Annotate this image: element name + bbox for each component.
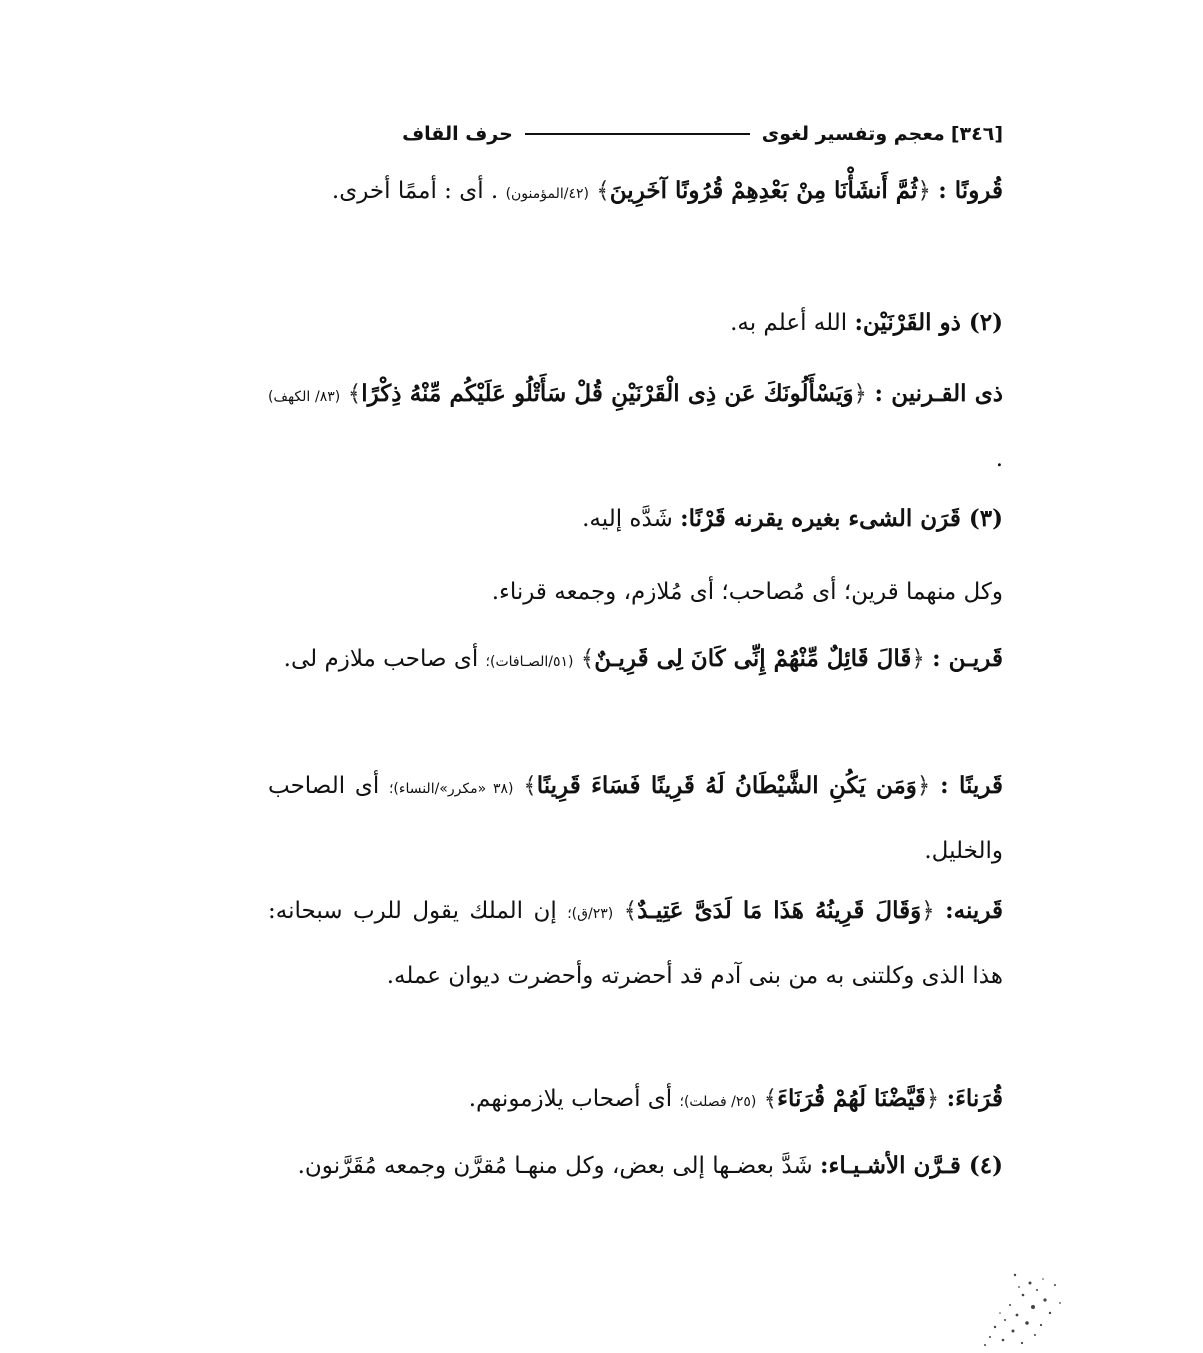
entry-text: . — [995, 446, 1003, 472]
quran-open-bracket: ﴿ — [921, 898, 935, 924]
quran-verse: قَيَّضْنَا لَهُمْ قُرَنَاءَ — [777, 1085, 926, 1112]
entry-text: . أى : أممًا أخرى. — [331, 178, 499, 204]
entry-text: أى أصحاب يلازمونهم. — [468, 1086, 673, 1112]
entry-text: إن الملك يقول للرب سبحانه: هذا الذى وكلتنى به من بنى آدم قد أحضرته وأحضرت ديوان عمله. — [268, 898, 1003, 989]
entry-qurunan — [268, 160, 1003, 225]
entry-head: ذى القـرنين : — [874, 380, 1004, 407]
quran-close-bracket: ﴾ — [763, 1086, 778, 1112]
entry-quranaa — [268, 1068, 1033, 1133]
entry-dhul-qarnayn — [268, 292, 1033, 354]
page-header — [268, 116, 1003, 152]
entry-qarinuhu — [268, 880, 1003, 1007]
entry-head: قَرينًا : — [940, 772, 1004, 799]
entry-head: (٤) قـرَّن الأشـيـاء: — [820, 1152, 1003, 1179]
verse-reference: (٢٣/ق)؛ — [567, 906, 614, 922]
quran-open-bracket: ﴿ — [925, 1086, 940, 1112]
entry-qarin-note — [268, 561, 1033, 623]
quran-open-bracket: ﴿ — [911, 646, 925, 672]
quran-verse: وَمَن يَكُنِ الشَّيْطَانُ لَهُ قَرِينًا فَسَاءَ قَرِينًا — [536, 772, 917, 799]
verse-reference: (٤٢/المؤمنون) — [505, 186, 589, 202]
entry-qarin — [268, 628, 1003, 693]
entry-head: (٢) ذو القَرْنَيْن: — [854, 309, 1003, 336]
entry-text: أى صاحب ملازم لى. — [283, 646, 479, 672]
quran-close-bracket: ﴾ — [596, 178, 610, 204]
verse-reference: (٣٨ «مكرر»/النساء)؛ — [388, 781, 514, 797]
entry-text: أى الصاحب والخليل. — [268, 773, 1003, 864]
entry-head: قُرَناءَ: — [946, 1085, 1003, 1112]
entry-qarinan — [268, 755, 1003, 882]
quran-open-bracket: ﴿ — [916, 773, 931, 799]
quran-verse: قَالَ قَائِلٌ مِّنْهُمْ إِنِّى كَانَ لِى قَرِيـنٌ — [594, 645, 912, 672]
entry-qarrana — [268, 1135, 1033, 1197]
entry-head: (٣) قَرَن الشىء بغيره يقرنه قَرْنًا: — [680, 505, 1003, 532]
entry-head: قَريـن : — [932, 645, 1003, 672]
verse-reference: (٥١/الصـافات)؛ — [485, 654, 574, 670]
quran-close-bracket: ﴾ — [580, 646, 595, 672]
quran-close-bracket: ﴾ — [623, 898, 638, 924]
page-number: [٣٤٦] — [950, 123, 1003, 145]
quran-close-bracket: ﴾ — [523, 773, 537, 799]
entry-qarana — [268, 488, 1033, 550]
entry-text: شَدَّ بعضـها إلى بعض، وكل منهـا مُقرَّن وجمعه مُقَرَّنون. — [297, 1153, 813, 1179]
verse-reference: (٢٥/ فصلت)؛ — [679, 1094, 757, 1110]
chapter-title: حرف القاف — [402, 123, 513, 145]
entry-text: الله أعلم به. — [730, 310, 848, 336]
quran-verse: وَقَالَ قَرِينُهُ هَذَا مَا لَدَىَّ عَتِيـدٌ — [637, 897, 922, 924]
verse-reference: (٨٣/ الكهف) — [268, 389, 341, 405]
quran-open-bracket: ﴿ — [917, 178, 931, 204]
scan-noise-speckles — [975, 1255, 1095, 1350]
header-rule — [525, 133, 750, 135]
entry-head: قَرينه: — [945, 897, 1004, 924]
quran-verse: ثُمَّ أَنشَأْنَا مِنْ بَعْدِهِمْ قُرُونًا آخَرِينَ — [609, 177, 918, 204]
entry-text: وكل منهما قرين؛ أى مُصاحب؛ أى مُلازم، وجمعه قرناء. — [491, 579, 1003, 605]
book-title: معجم وتفسير لغوى — [761, 123, 945, 145]
entry-dhi-al-qarnayn — [268, 363, 1003, 490]
quran-close-bracket: ﴾ — [347, 381, 362, 407]
quran-open-bracket: ﴿ — [853, 381, 867, 407]
quran-verse: وَيَسْأَلُونَكَ عَن ذِى الْقَرْنَيْنِ قُلْ سَأَتْلُو عَلَيْكُم مِّنْهُ ذِكْرًا — [361, 380, 854, 407]
entry-text: شَدَّه إليه. — [582, 506, 673, 532]
entry-head: قُرونًا : — [938, 177, 1003, 204]
